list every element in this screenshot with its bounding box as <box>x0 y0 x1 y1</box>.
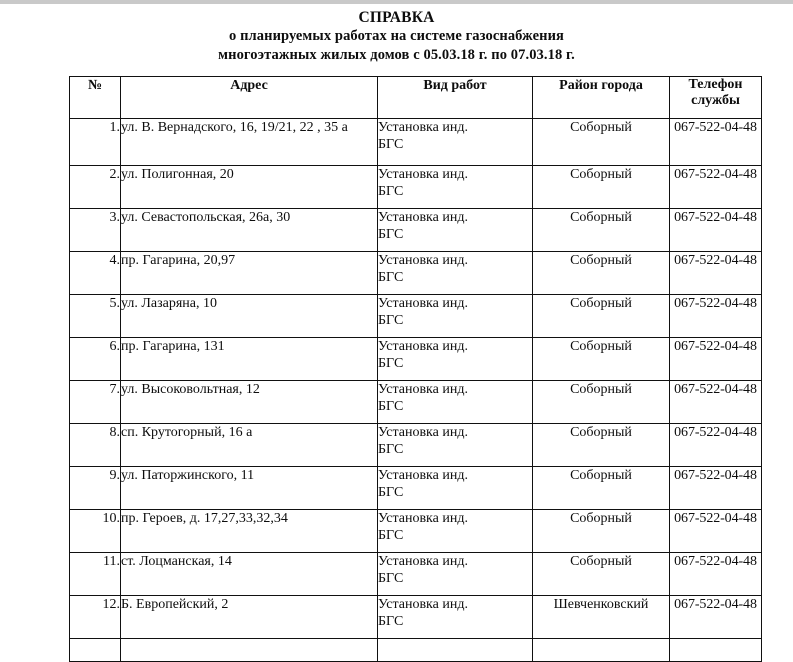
cell-work-type <box>378 119 533 166</box>
report-table-container <box>69 76 761 662</box>
cell-address: сп. Крутогорный, 16 а <box>121 424 378 467</box>
table-row-partial <box>70 639 762 662</box>
table-row <box>70 166 762 209</box>
cell-address: ул. Лазаряна, 10 <box>121 295 378 338</box>
work-type-line-1: Установка инд. <box>378 120 468 135</box>
cell-row-number: 12. <box>70 596 121 639</box>
cell-row-number: 11. <box>70 553 121 596</box>
work-type-line-2: БГС <box>378 356 404 371</box>
cell-phone: 067-522-04-48 <box>670 381 762 424</box>
work-type-line-2: БГС <box>378 399 404 414</box>
cell-work-type <box>378 338 533 381</box>
work-type-line-1: Установка инд. <box>378 554 468 569</box>
cell-address: ул. Полигонная, 20 <box>121 166 378 209</box>
cell-row-number: 8. <box>70 424 121 467</box>
work-type-line-2: БГС <box>378 184 404 199</box>
cell-district: Соборный <box>533 424 670 467</box>
table-row <box>70 553 762 596</box>
cell-work-type <box>378 252 533 295</box>
table-row <box>70 338 762 381</box>
column-header-work-type: Вид работ <box>378 77 533 119</box>
column-header-phone-line-1: Телефон <box>688 77 743 92</box>
cell-work-type <box>378 553 533 596</box>
cell-address: ул. Паторжинского, 11 <box>121 467 378 510</box>
table-row <box>70 252 762 295</box>
table-row <box>70 381 762 424</box>
work-type-line-2: БГС <box>378 485 404 500</box>
cell-district: Соборный <box>533 209 670 252</box>
work-type-line-2: БГС <box>378 614 404 629</box>
cell-row-number: 1. <box>70 119 121 166</box>
cell-address: ул. В. Вернадского, 16, 19/21, 22 , 35 а <box>121 119 378 166</box>
work-type-line-1: Установка инд. <box>378 167 468 182</box>
table-header-row <box>70 77 762 119</box>
cell-phone: 067-522-04-48 <box>670 252 762 295</box>
cell-row-number: 3. <box>70 209 121 252</box>
table-row <box>70 467 762 510</box>
cell-work-type <box>378 639 533 662</box>
table-row <box>70 119 762 166</box>
cell-district: Соборный <box>533 510 670 553</box>
table-row <box>70 209 762 252</box>
cell-row-number: 6. <box>70 338 121 381</box>
cell-row-number: 2. <box>70 166 121 209</box>
work-type-line-2: БГС <box>378 313 404 328</box>
column-header-address: Адрес <box>121 77 378 119</box>
cell-row-number: 4. <box>70 252 121 295</box>
cell-address: ул. Севастопольская, 26а, 30 <box>121 209 378 252</box>
cell-district: Шевченковский <box>533 596 670 639</box>
cell-address: пр. Гагарина, 20,97 <box>121 252 378 295</box>
document-title-block <box>0 0 793 65</box>
cell-phone: 067-522-04-48 <box>670 209 762 252</box>
cell-phone <box>670 639 762 662</box>
cell-phone: 067-522-04-48 <box>670 424 762 467</box>
work-type-line-2: БГС <box>378 270 404 285</box>
work-type-line-1: Установка инд. <box>378 597 468 612</box>
column-header-phone-line-2: службы <box>691 93 740 108</box>
planned-works-table <box>69 76 762 662</box>
table-row <box>70 596 762 639</box>
cell-row-number: 7. <box>70 381 121 424</box>
work-type-line-1: Установка инд. <box>378 468 468 483</box>
cell-district: Соборный <box>533 295 670 338</box>
cell-row-number: 5. <box>70 295 121 338</box>
cell-phone: 067-522-04-48 <box>670 119 762 166</box>
cell-phone: 067-522-04-48 <box>670 295 762 338</box>
document-subtitle-line-1: о планируемых работах на системе газоснабжения <box>229 28 564 44</box>
cell-work-type <box>378 596 533 639</box>
cell-district: Соборный <box>533 119 670 166</box>
cell-address: ул. Высоковольтная, 12 <box>121 381 378 424</box>
cell-district: Соборный <box>533 381 670 424</box>
cell-phone: 067-522-04-48 <box>670 510 762 553</box>
work-type-line-1: Установка инд. <box>378 253 468 268</box>
cell-work-type <box>378 467 533 510</box>
work-type-line-2: БГС <box>378 227 404 242</box>
table-row <box>70 295 762 338</box>
work-type-line-1: Установка инд. <box>378 296 468 311</box>
cell-phone: 067-522-04-48 <box>670 467 762 510</box>
cell-work-type <box>378 209 533 252</box>
column-header-number: № <box>70 77 121 119</box>
cell-work-type <box>378 166 533 209</box>
cell-row-number: 9. <box>70 467 121 510</box>
cell-district: Соборный <box>533 166 670 209</box>
cell-row-number: 10. <box>70 510 121 553</box>
table-body <box>70 119 762 662</box>
cell-phone: 067-522-04-48 <box>670 596 762 639</box>
table-row <box>70 510 762 553</box>
cell-address: пр. Героев, д. 17,27,33,32,34 <box>121 510 378 553</box>
cell-district: Соборный <box>533 338 670 381</box>
work-type-line-1: Установка инд. <box>378 382 468 397</box>
cell-district: Соборный <box>533 553 670 596</box>
cell-address: пр. Гагарина, 131 <box>121 338 378 381</box>
cell-address: ст. Лоцманская, 14 <box>121 553 378 596</box>
cell-address: Б. Европейский, 2 <box>121 596 378 639</box>
work-type-line-2: БГС <box>378 137 404 152</box>
table-row <box>70 424 762 467</box>
work-type-line-2: БГС <box>378 442 404 457</box>
cell-phone: 067-522-04-48 <box>670 553 762 596</box>
cell-work-type <box>378 295 533 338</box>
cell-work-type <box>378 510 533 553</box>
cell-phone: 067-522-04-48 <box>670 338 762 381</box>
column-header-phone <box>670 77 762 119</box>
cell-work-type <box>378 381 533 424</box>
work-type-line-1: Установка инд. <box>378 511 468 526</box>
document-subtitle-line-2: многоэтажных жилых домов с 05.03.18 г. по 07.03.18 г. <box>218 47 575 63</box>
work-type-line-2: БГС <box>378 528 404 543</box>
column-header-district: Район города <box>533 77 670 119</box>
cell-work-type <box>378 424 533 467</box>
work-type-line-2: БГС <box>378 571 404 586</box>
cell-address <box>121 639 378 662</box>
cell-district: Соборный <box>533 252 670 295</box>
work-type-line-1: Установка инд. <box>378 210 468 225</box>
work-type-line-1: Установка инд. <box>378 339 468 354</box>
cell-row-number <box>70 639 121 662</box>
cell-district <box>533 639 670 662</box>
cell-district: Соборный <box>533 467 670 510</box>
work-type-line-1: Установка инд. <box>378 425 468 440</box>
table-header <box>70 77 762 119</box>
page-title: СПРАВКА <box>358 9 435 26</box>
cell-phone: 067-522-04-48 <box>670 166 762 209</box>
